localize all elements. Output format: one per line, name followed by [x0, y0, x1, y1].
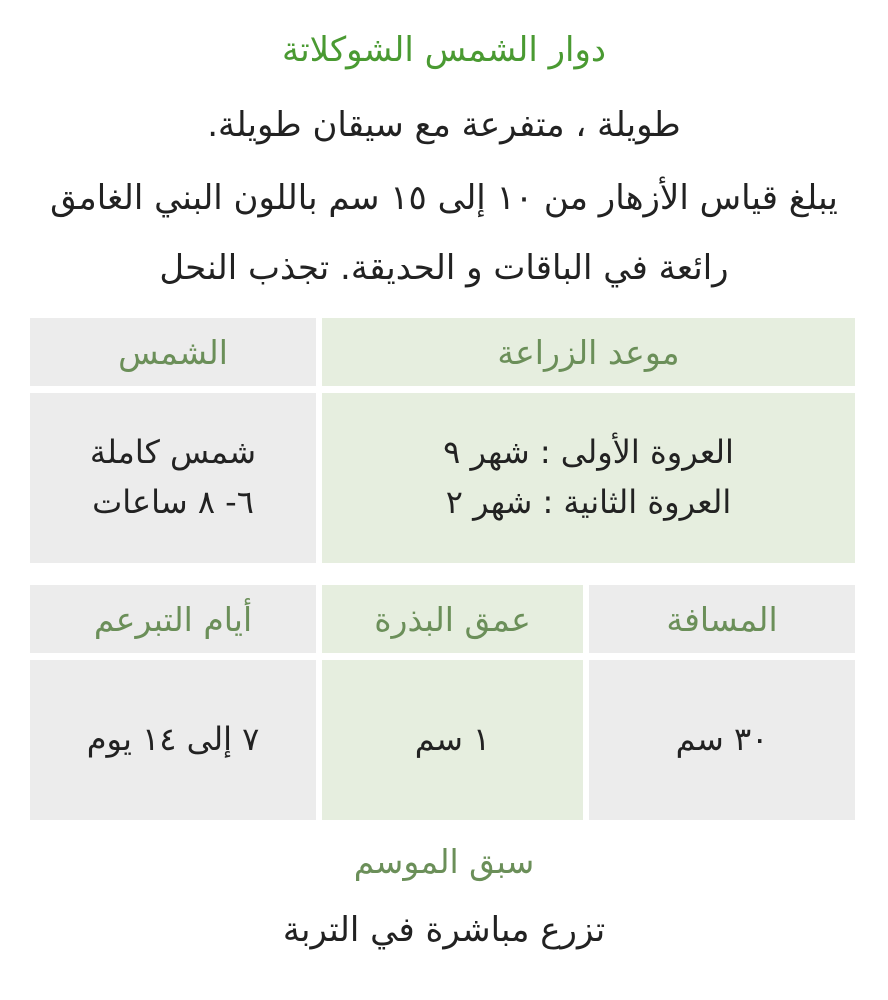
header-germination-days	[30, 585, 316, 653]
description-line-3: رائعة في الباقات و الحديقة. تجذب النحل	[159, 248, 729, 288]
header-planting-time	[322, 318, 855, 386]
header-spacing	[589, 585, 855, 653]
description-line-2: يبلغ قياس الأزهار من ١٠ إلى ١٥ سم باللون البني الغامق	[50, 178, 838, 218]
page-title: دوار الشمس الشوكلاتة	[281, 30, 607, 70]
sun-hours: ٦- ٨ ساعات	[92, 483, 254, 521]
germination-days-value: ٧ إلى ١٤ يوم	[86, 720, 260, 759]
header-sun-label: الشمس	[118, 332, 228, 372]
header-spacing-label: المسافة	[666, 599, 778, 639]
description-line-1: طويلة ، متفرعة مع سيقان طويلة.	[207, 105, 681, 145]
header-seed-depth	[322, 585, 583, 653]
sun-exposure: شمس كاملة	[89, 433, 257, 472]
header-sun	[30, 318, 316, 386]
season-label: سبق الموسم	[353, 842, 535, 881]
header-planting-time-label: موعد الزراعة	[497, 332, 680, 372]
header-seed-depth-label: عمق البذرة	[374, 599, 531, 639]
spacing-cell	[589, 660, 855, 820]
seed-depth-value: ١ سم	[414, 720, 491, 759]
header-germination-days-label: أيام التبرعم	[93, 599, 253, 639]
planting-time-first-season: العروة الأولى : شهر ٩	[443, 433, 734, 472]
planting-time-second-season: العروة الثانية : شهر ٢	[445, 483, 732, 521]
seed-depth-cell	[322, 660, 583, 820]
sun-cell	[30, 393, 316, 563]
spacing-value: ٣٠ سم	[675, 720, 769, 759]
germination-days-cell	[30, 660, 316, 820]
season-text: تزرع مباشرة في التربة	[282, 910, 606, 950]
planting-time-cell	[322, 393, 855, 563]
